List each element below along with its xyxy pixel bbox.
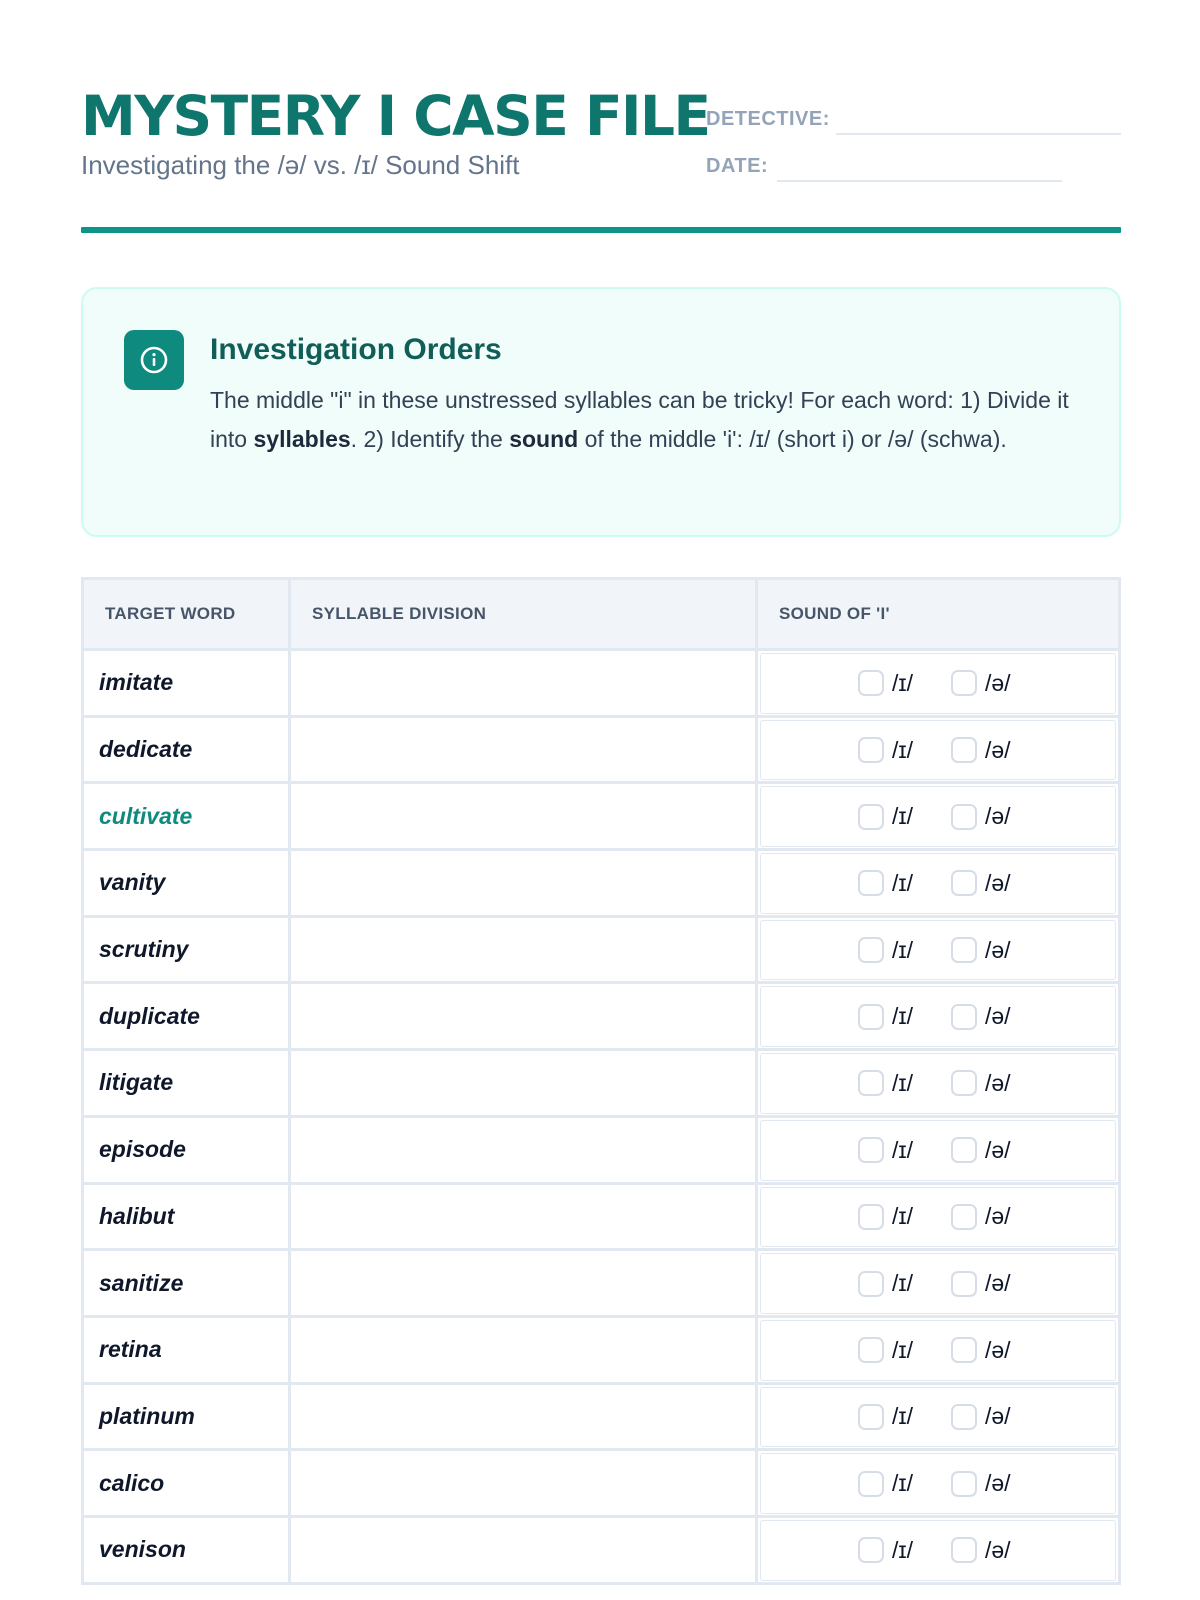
header-divider xyxy=(81,227,1121,233)
checkbox-short-i[interactable] xyxy=(858,1337,884,1363)
table-row xyxy=(84,1318,1118,1385)
option-short-i-label: /ɪ/ xyxy=(892,669,913,696)
syllable-division-field[interactable] xyxy=(291,1251,758,1315)
checkbox-schwa[interactable] xyxy=(951,870,977,896)
option-schwa[interactable] xyxy=(951,1470,1011,1497)
checkbox-short-i[interactable] xyxy=(858,1537,884,1563)
option-short-i-label: /ɪ/ xyxy=(892,869,913,896)
option-short-i-label: /ɪ/ xyxy=(892,1003,913,1030)
option-schwa-label: /ə/ xyxy=(984,1270,1011,1297)
header xyxy=(81,80,1121,230)
checkbox-short-i[interactable] xyxy=(858,870,884,896)
target-word: sanitize xyxy=(84,1251,291,1315)
sound-options xyxy=(761,1388,1115,1447)
table-row xyxy=(84,1251,1118,1318)
checkbox-schwa[interactable] xyxy=(951,1137,977,1163)
checkbox-schwa[interactable] xyxy=(951,1537,977,1563)
checkbox-short-i[interactable] xyxy=(858,1204,884,1230)
target-word: vanity xyxy=(84,851,291,915)
option-schwa-label: /ə/ xyxy=(984,1003,1011,1030)
option-short-i[interactable] xyxy=(858,1137,913,1164)
target-word: halibut xyxy=(84,1185,291,1249)
option-schwa[interactable] xyxy=(951,1403,1011,1430)
option-schwa[interactable] xyxy=(951,1003,1011,1030)
option-schwa[interactable] xyxy=(951,1270,1011,1297)
option-short-i[interactable] xyxy=(858,1203,913,1230)
table-row xyxy=(84,1385,1118,1452)
target-word: scrutiny xyxy=(84,918,291,982)
checkbox-short-i[interactable] xyxy=(858,1137,884,1163)
option-short-i-label: /ɪ/ xyxy=(892,1069,913,1096)
target-word: litigate xyxy=(84,1051,291,1115)
option-short-i-label: /ɪ/ xyxy=(892,936,913,963)
table-row xyxy=(84,1051,1118,1118)
sound-options xyxy=(761,921,1115,980)
investigation-orders-box xyxy=(81,287,1121,537)
checkbox-schwa[interactable] xyxy=(951,1070,977,1096)
option-short-i-label: /ɪ/ xyxy=(892,736,913,763)
option-short-i[interactable] xyxy=(858,1070,913,1097)
option-schwa[interactable] xyxy=(951,1070,1011,1097)
orders-title: Investigation Orders xyxy=(210,333,502,366)
sound-options xyxy=(761,721,1115,780)
syllable-division-field[interactable] xyxy=(291,718,758,782)
option-short-i[interactable] xyxy=(858,937,913,964)
option-schwa-label: /ə/ xyxy=(984,803,1011,830)
option-schwa-label: /ə/ xyxy=(984,669,1011,696)
syllable-division-field[interactable] xyxy=(291,1385,758,1449)
option-short-i[interactable] xyxy=(858,1403,913,1430)
option-short-i-label: /ɪ/ xyxy=(892,1403,913,1430)
sound-options xyxy=(761,1121,1115,1180)
syllable-division-field[interactable] xyxy=(291,984,758,1048)
checkbox-short-i[interactable] xyxy=(858,1404,884,1430)
option-short-i[interactable] xyxy=(858,1537,913,1564)
option-short-i-label: /ɪ/ xyxy=(892,803,913,830)
option-short-i-label: /ɪ/ xyxy=(892,1270,913,1297)
option-schwa-label: /ə/ xyxy=(984,1403,1011,1430)
sound-options xyxy=(761,1254,1115,1313)
target-word: platinum xyxy=(84,1385,291,1449)
sound-options xyxy=(761,1188,1115,1247)
table-row xyxy=(84,918,1118,985)
syllable-division-field[interactable] xyxy=(291,1318,758,1382)
target-word: cultivate xyxy=(84,784,291,848)
option-schwa-label: /ə/ xyxy=(984,936,1011,963)
option-short-i-label: /ɪ/ xyxy=(892,1336,913,1363)
option-short-i-label: /ɪ/ xyxy=(892,1536,913,1563)
syllable-division-field[interactable] xyxy=(291,784,758,848)
option-short-i-label: /ɪ/ xyxy=(892,1203,913,1230)
option-schwa[interactable] xyxy=(951,670,1011,697)
checkbox-schwa[interactable] xyxy=(951,1204,977,1230)
option-short-i-label: /ɪ/ xyxy=(892,1470,913,1497)
option-schwa[interactable] xyxy=(951,937,1011,964)
checkbox-schwa[interactable] xyxy=(951,1337,977,1363)
syllable-division-field[interactable] xyxy=(291,651,758,715)
sound-options xyxy=(761,987,1115,1046)
date-label: DATE: xyxy=(706,155,769,177)
checkbox-schwa[interactable] xyxy=(951,737,977,763)
target-word: calico xyxy=(84,1451,291,1515)
option-schwa-label: /ə/ xyxy=(984,869,1011,896)
checkbox-short-i[interactable] xyxy=(858,737,884,763)
table-row xyxy=(84,1451,1118,1518)
date-field[interactable] xyxy=(777,180,1062,182)
table-row xyxy=(84,651,1118,718)
option-short-i[interactable] xyxy=(858,1270,913,1297)
target-word: imitate xyxy=(84,651,291,715)
syllable-division-field[interactable] xyxy=(291,1518,758,1582)
option-schwa-label: /ə/ xyxy=(984,1536,1011,1563)
target-word: venison xyxy=(84,1518,291,1582)
checkbox-short-i[interactable] xyxy=(858,937,884,963)
checkbox-short-i[interactable] xyxy=(858,670,884,696)
table-row xyxy=(84,1185,1118,1252)
checkbox-schwa[interactable] xyxy=(951,1471,977,1497)
checkbox-schwa[interactable] xyxy=(951,937,977,963)
table-body xyxy=(84,651,1118,1585)
checkbox-schwa[interactable] xyxy=(951,1004,977,1030)
table-row xyxy=(84,851,1118,918)
checkbox-schwa[interactable] xyxy=(951,1271,977,1297)
option-short-i[interactable] xyxy=(858,670,913,697)
checkbox-short-i[interactable] xyxy=(858,1070,884,1096)
table-row xyxy=(84,718,1118,785)
option-schwa[interactable] xyxy=(951,803,1011,830)
option-short-i[interactable] xyxy=(858,1003,913,1030)
word-table xyxy=(81,577,1121,1585)
sound-options xyxy=(761,1454,1115,1513)
option-schwa-label: /ə/ xyxy=(984,1069,1011,1096)
orders-text: The middle "i" in these unstressed syllables can be tricky! For each word: 1) Divide it into syllables. 2) Identify the sound of the middle 'i': /ɪ/ (short i) or /ə/ (schwa). xyxy=(210,387,1069,452)
sound-options xyxy=(761,787,1115,846)
option-short-i[interactable] xyxy=(858,1470,913,1497)
target-word: retina xyxy=(84,1318,291,1382)
option-short-i[interactable] xyxy=(858,1337,913,1364)
syllable-division-field[interactable] xyxy=(291,1185,758,1249)
header-sound-of-i: SOUND OF 'I' xyxy=(779,604,890,623)
option-schwa-label: /ə/ xyxy=(984,1136,1011,1163)
checkbox-schwa[interactable] xyxy=(951,670,977,696)
syllable-division-field[interactable] xyxy=(291,1118,758,1182)
info-icon xyxy=(124,330,184,390)
option-schwa[interactable] xyxy=(951,870,1011,897)
sound-options xyxy=(761,854,1115,913)
table-row xyxy=(84,784,1118,851)
checkbox-short-i[interactable] xyxy=(858,1271,884,1297)
option-schwa[interactable] xyxy=(951,1337,1011,1364)
checkbox-short-i[interactable] xyxy=(858,804,884,830)
syllable-division-field[interactable] xyxy=(291,918,758,982)
option-schwa[interactable] xyxy=(951,1537,1011,1564)
sound-options xyxy=(761,1521,1115,1580)
option-schwa[interactable] xyxy=(951,1137,1011,1164)
target-word: duplicate xyxy=(84,984,291,1048)
table-row xyxy=(84,1118,1118,1185)
checkbox-schwa[interactable] xyxy=(951,804,977,830)
option-schwa-label: /ə/ xyxy=(984,736,1011,763)
option-short-i-label: /ɪ/ xyxy=(892,1136,913,1163)
target-word: dedicate xyxy=(84,718,291,782)
header-target-word: TARGET WORD xyxy=(84,580,291,648)
option-short-i[interactable] xyxy=(858,737,913,764)
option-schwa[interactable] xyxy=(951,1203,1011,1230)
checkbox-short-i[interactable] xyxy=(858,1004,884,1030)
syllable-division-field[interactable] xyxy=(291,1451,758,1515)
table-row xyxy=(84,984,1118,1051)
target-word: episode xyxy=(84,1118,291,1182)
syllable-division-field[interactable] xyxy=(291,851,758,915)
checkbox-short-i[interactable] xyxy=(858,1471,884,1497)
table-row xyxy=(84,1518,1118,1585)
page-subtitle: Investigating the /ə/ vs. /ɪ/ Sound Shift xyxy=(81,150,520,180)
syllable-division-field[interactable] xyxy=(291,1051,758,1115)
option-schwa-label: /ə/ xyxy=(984,1336,1011,1363)
option-schwa-label: /ə/ xyxy=(984,1203,1011,1230)
checkbox-schwa[interactable] xyxy=(951,1404,977,1430)
detective-label: DETECTIVE: xyxy=(706,108,830,130)
option-short-i[interactable] xyxy=(858,870,913,897)
detective-field[interactable] xyxy=(836,133,1121,135)
sound-options xyxy=(761,1054,1115,1113)
sound-options xyxy=(761,1321,1115,1380)
option-schwa[interactable] xyxy=(951,737,1011,764)
header-syllable-division: SYLLABLE DIVISION xyxy=(291,580,758,648)
option-schwa-label: /ə/ xyxy=(984,1470,1011,1497)
page-title: MYSTERY I CASE FILE xyxy=(81,84,710,148)
table-header xyxy=(84,580,1118,651)
option-short-i[interactable] xyxy=(858,803,913,830)
sound-options xyxy=(761,654,1115,713)
